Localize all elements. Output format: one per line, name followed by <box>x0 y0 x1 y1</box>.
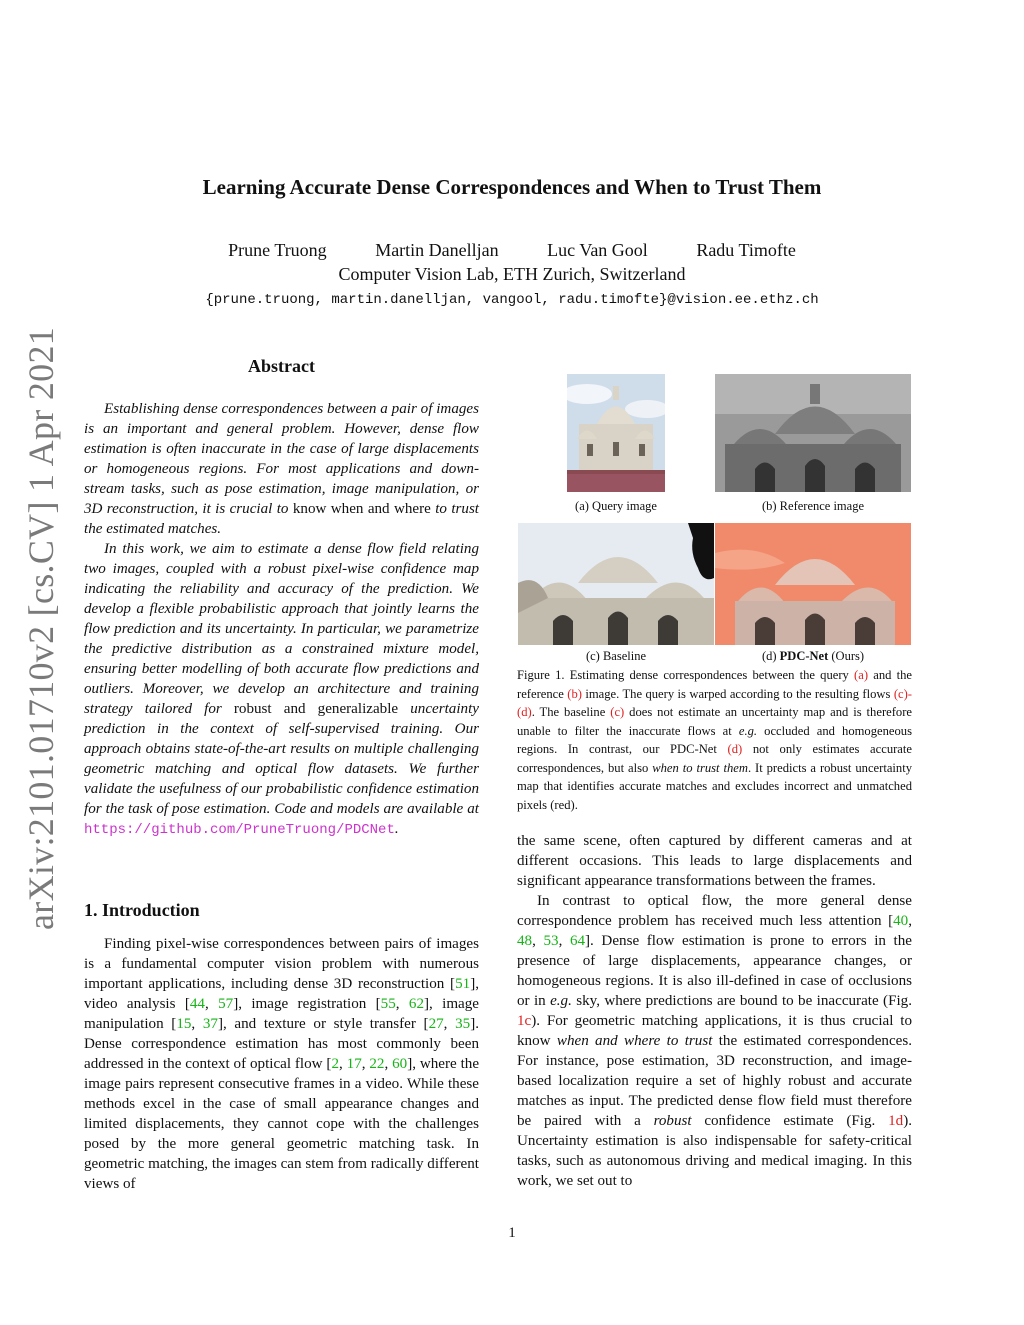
introduction-body <box>84 934 479 1194</box>
paper-title: Learning Accurate Dense Correspondences and When to Trust Them <box>202 175 822 199</box>
query-image <box>567 374 665 492</box>
intro-paragraph: Finding pixel-wise correspondences between pairs of images is a fundamental computer vision problem with numerous important applications, including dense 3D reconstruction [51], video analysis [44, 57], image registration [55, 62], image manipulation [15, 37], and texture or style transfer [27, 35]. Dense correspondence estimation has most commonly been addressed in the context of optical flow [2, 17, 22, 60], where the image pairs represent consecutive frames in a video. While these methods excel in the case of small appearance changes and limited displacements, they cannot cope with the challenges posed by the more general geometric matching task. In geometric matching, the images can stem from radically different views of <box>84 936 480 1192</box>
figure-ref-link[interactable]: (b) <box>567 686 582 701</box>
figure-ref-link[interactable]: 1c <box>517 1013 532 1029</box>
page-number: 1 <box>508 1225 516 1241</box>
citation-link[interactable]: 64 <box>569 933 586 949</box>
baseline-warped-image <box>518 523 714 645</box>
citation-link[interactable]: 55 <box>380 996 396 1012</box>
citation-link[interactable]: 62 <box>408 996 424 1012</box>
citation-link[interactable]: 27 <box>428 1016 444 1032</box>
affiliation: Computer Vision Lab, ETH Zurich, Switzerland <box>338 264 686 284</box>
body-paragraph: the same scene, often captured by different cameras and at different occasions. This leads to large displacements and significant appearance transformations between the frames. <box>517 833 912 889</box>
citation-link[interactable]: 51 <box>455 976 471 992</box>
pdcnet-warped-image <box>715 523 911 645</box>
author: Prune Truong <box>228 240 327 260</box>
figure-ref-link[interactable]: (d) <box>727 742 743 756</box>
citation-link[interactable]: 57 <box>218 996 234 1012</box>
right-column-body <box>517 831 912 1191</box>
body-paragraph: In contrast to optical flow, the more general dense correspondence problem has received much less attention [40, 48, 53, 64]. Dense flow estimation is prone to errors in the presence of large displacements, appearance changes, or homogeneous regions. It is also ill-defined in case of occlusions or in e.g. sky, where predictions are bound to be inaccurate (Fig. 1c). For geometric matching applications, it is thus crucial to know when and where to trust the estimated correspondences. For instance, pose estimation, 3D reconstruction, and image-based localization require a set of highly robust and accurate matches as input. The predicted dense flow field must therefore be paired with a robust confidence estimate (Fig. 1d). Uncertainty estimation is also indispensable for safety-critical tasks, such as autonomous driving and medical imaging. In this work, we set out to <box>517 893 913 1189</box>
author: Radu Timofte <box>696 240 796 260</box>
citation-link[interactable]: 37 <box>202 1016 218 1032</box>
citation-link[interactable]: 48 <box>517 933 533 949</box>
subfigure-caption-c: (c) Baseline <box>585 649 647 663</box>
arxiv-identifier: arXiv:2101.01710v2 [cs.CV] 1 Apr 2021 <box>21 326 61 930</box>
citation-link[interactable]: 53 <box>543 933 559 949</box>
citation-link[interactable]: 35 <box>455 1016 471 1032</box>
abstract-body <box>84 399 479 840</box>
abstract-heading: Abstract <box>248 356 315 376</box>
citation-link[interactable]: 60 <box>392 1056 408 1072</box>
citation-link[interactable]: 15 <box>176 1016 192 1032</box>
citation-link[interactable]: 40 <box>893 913 909 929</box>
author-emails: {prune.truong, martin.danelljan, vangool, radu.timofte}@vision.ee.ethz.ch <box>205 292 819 308</box>
author: Martin Danelljan <box>375 240 499 260</box>
figure-ref-link[interactable]: (c)-(d) <box>517 686 912 719</box>
section-heading-introduction: 1. Introduction <box>84 900 200 920</box>
abstract-paragraph: Establishing dense correspondences between a pair of images is an important and general problem. However, dense flow estimation is often inaccurate in the case of large displacements or homogeneous regions. For most applications and down-stream tasks, such as pose estimation, image manipulation, or 3D reconstruction, it is crucial to know when and where to trust the estimated matches. <box>84 401 480 537</box>
subfigure-caption-b: (b) Reference image <box>761 499 865 513</box>
author: Luc Van Gool <box>547 240 648 260</box>
citation-link[interactable]: 17 <box>346 1056 362 1072</box>
citation-link[interactable]: 2 <box>331 1056 339 1072</box>
figure-ref-link[interactable]: (c) <box>610 705 625 719</box>
figure-1-caption: Figure 1. Estimating dense correspondences between the query (a) and the reference (b) image. The query is warped according to the resulting flows (c)-(d). The baseline (c) does not estimate an uncertainty map and is therefore unable to filter the inaccurate flows at e.g. occluded and homogeneous regions. In contrast, our PDC-Net (d) not only estimates accurate correspondences, but also when to trust them. It predicts a robust uncertainty map that identifies accurate matches and excludes incorrect and unmatched pixels (red). <box>517 668 912 812</box>
figure-ref-link[interactable]: 1d <box>888 1113 904 1129</box>
abstract-paragraph: In this work, we aim to estimate a dense flow field relating two images, coupled with a robust pixel-wise confidence map indicating the reliability and accuracy of the prediction. We develop a flexible probabilistic approach that jointly learns the flow prediction and its uncertainty. In particular, we parametrize the predictive distribution as a constrained mixture model, ensuring better modelling of both accurate flow predictions and outliers. Moreover, we develop an architecture and training strategy tailored for robust and generalizable uncertainty prediction in the context of self-supervised training. Our approach obtains state-of-the-art results on multiple challenging geometric matching and optical flow datasets. We further validate the usefulness of our probabilistic confidence estimation for the task of pose estimation. Code and models are available at https://github.com/PruneTruong/PDCNet. <box>84 541 479 838</box>
citation-link[interactable]: 22 <box>369 1056 385 1072</box>
citation-link[interactable]: 44 <box>189 996 205 1012</box>
subfigure-caption-a: (a) Query image <box>575 499 657 513</box>
subfigure-caption-d: (d) PDC-Net (Ours) <box>761 649 865 663</box>
author-list <box>0 240 1024 261</box>
reference-image <box>715 374 911 492</box>
figure-ref-link[interactable]: (a) <box>854 668 869 682</box>
code-link[interactable]: https://github.com/PruneTruong/PDCNet <box>84 822 395 838</box>
